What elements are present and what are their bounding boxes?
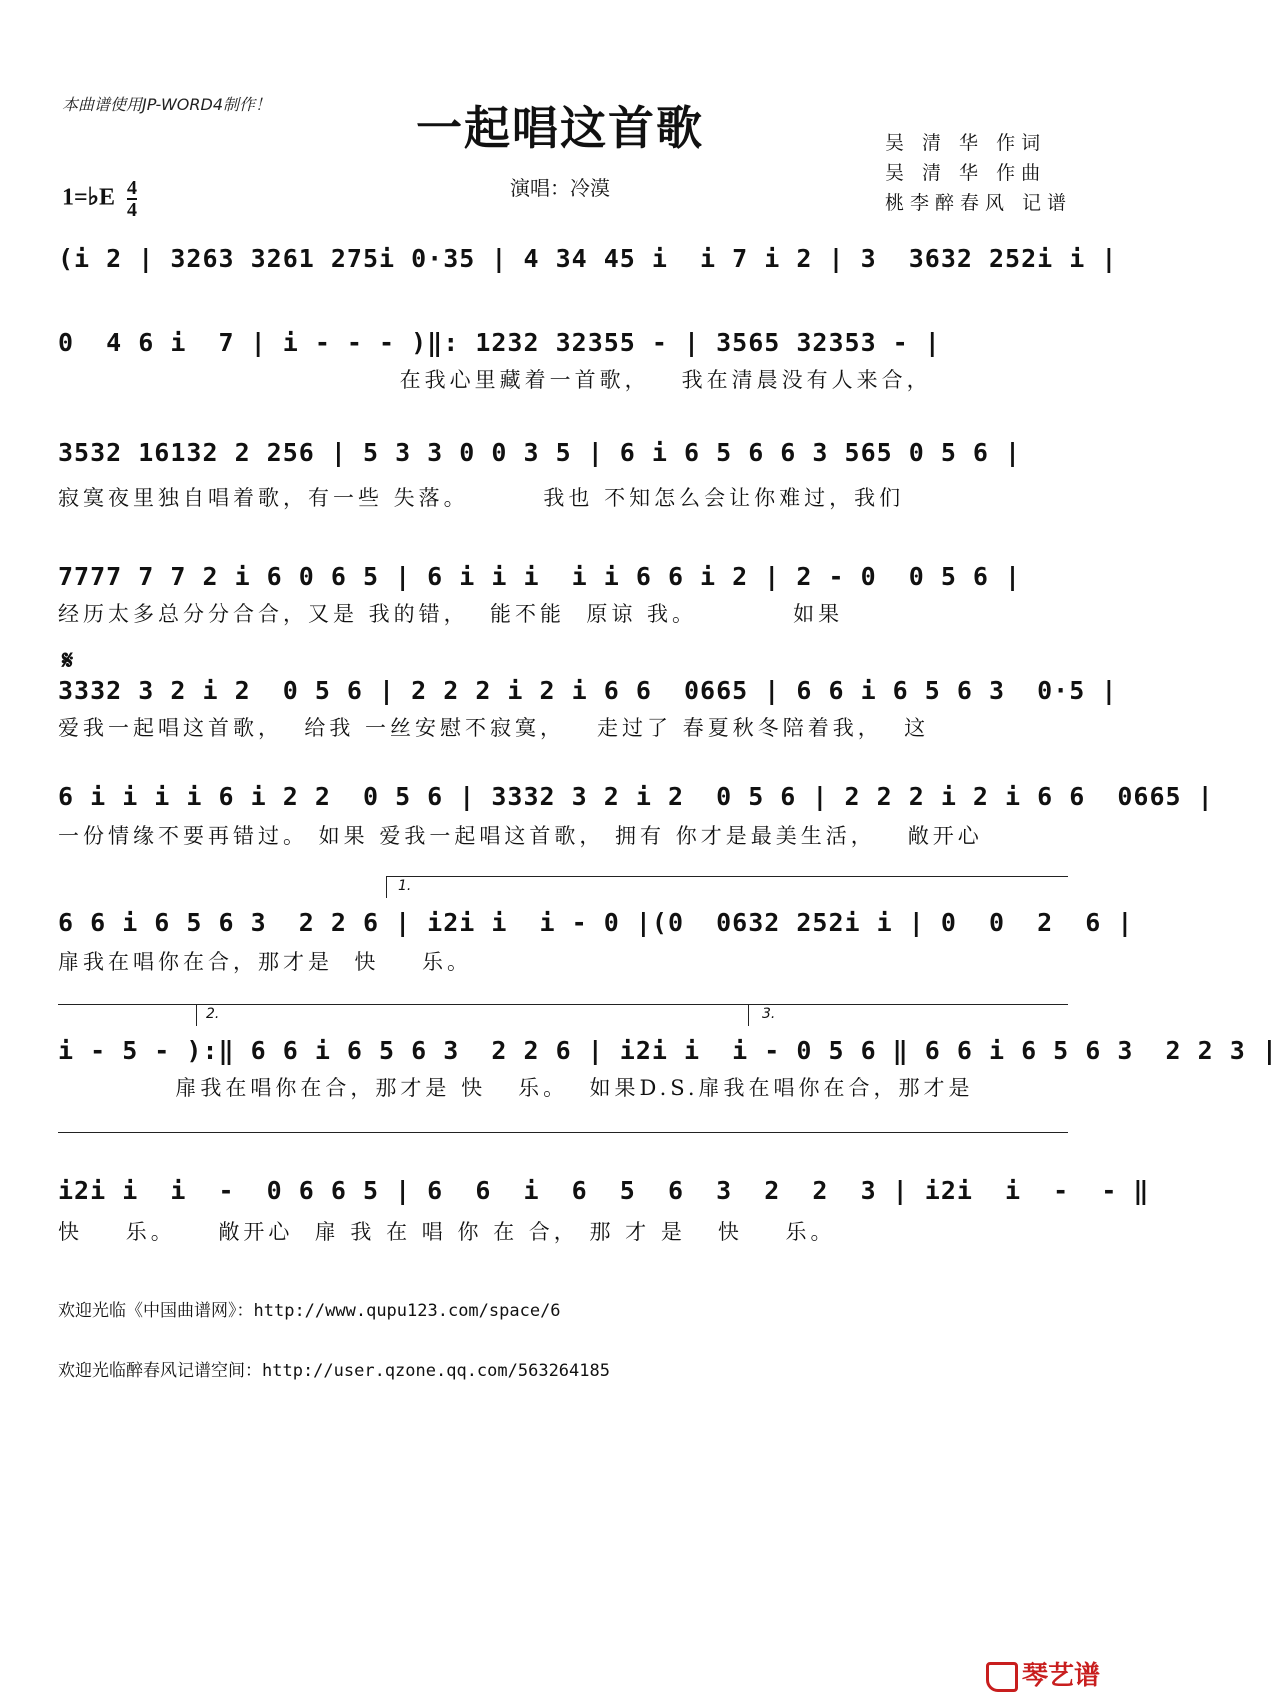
volta-2-label: 2.: [206, 1006, 220, 1022]
notation-row-8: i - 5 - ):‖ 6 6 i 6 5 6 3 2 2 6 | i2i i i - 0 5 6 ‖ 6 6 i 6 5 6 3 2 2 3 |: [58, 1036, 1278, 1065]
logo-icon: [986, 1662, 1018, 1692]
notation-row-3: 3532 16132 2 256 | 5 3 3 0 0 3 5 | 6 i 6 5 6 6 3 565 0 5 6 |: [58, 438, 1022, 467]
singer: 演唱：冷漠: [510, 176, 610, 200]
notation-row-6: 6 i i i i 6 i 2 2 0 5 6 | 3332 3 2 i 2 0 5 6 | 2 2 2 i 2 i 6 6 0665 |: [58, 782, 1214, 811]
song-title: 一起唱这首歌: [416, 101, 704, 155]
footer-link-qzone[interactable]: 欢迎光临醉春风记谱空间：http://user.qzone.qq.com/563264185: [58, 1361, 610, 1381]
volta-1-label: 1.: [398, 878, 412, 894]
time-signature-top: 4: [127, 177, 138, 199]
volta-3-label: 3.: [762, 1006, 776, 1022]
key-label: 1=♭E: [62, 184, 116, 211]
notation-row-5: 3332 3 2 i 2 0 5 6 | 2 2 2 i 2 i 6 6 0665 | 6 6 i 6 5 6 3 0·5 |: [58, 676, 1118, 705]
lyrics-row-8: 扉我在唱你在合，那才是 快 乐。 如果D.S.扉我在唱你在合，那才是: [58, 1076, 974, 1100]
final-bracket: [58, 1132, 1068, 1133]
notation-row-2: 0 4 6 i 7 | i - - - )‖: 1232 32355 - | 3565 32353 - |: [58, 328, 941, 357]
software-watermark: 本曲谱使用JP-WORD4制作！: [62, 95, 272, 114]
notation-row-1: (i 2 | 3263 3261 275i 0·35 | 4 34 45 i i 7 i 2 | 3 3632 252i i |: [58, 244, 1118, 273]
logo-text: 琴艺谱: [1021, 1661, 1100, 1691]
site-logo: [986, 1655, 1100, 1692]
notation-row-4: 7777 7 7 2 i 6 0 6 5 | 6 i i i i i 6 6 i 2 | 2 - 0 0 5 6 |: [58, 562, 1022, 591]
time-signature-bottom: 4: [127, 199, 138, 221]
transcriber-credit: 桃李醉春风 记谱: [884, 192, 1072, 214]
lyrics-row-9: 快 乐。 敞开心 扉 我 在 唱 你 在 合， 那 才 是 快 乐。: [58, 1220, 836, 1244]
notation-row-7: 6 6 i 6 5 6 3 2 2 6 | i2i i i - 0 |(0 0632 252i i | 0 0 2 6 |: [58, 908, 1134, 937]
composer-credit: 吴 清 华 作曲: [884, 162, 1047, 184]
lyrics-row-3: 寂寞夜里独自唱着歌，有一些 失落。 我也 不知怎么会让你难过，我们: [58, 486, 905, 510]
footer-link-qupu[interactable]: 欢迎光临《中国曲谱网》：http://www.qupu123.com/space/6: [58, 1301, 561, 1321]
volta-3-bracket: [748, 1004, 1068, 1005]
lyrics-row-5: 爱我一起唱这首歌， 给我 一丝安慰不寂寞， 走过了 春夏秋冬陪着我， 这: [58, 716, 930, 740]
volta-1-tick: [386, 876, 387, 898]
lyrics-row-2: 在我心里藏着一首歌， 我在清晨没有人来合，: [58, 368, 932, 392]
lyrics-row-7: 扉我在唱你在合，那才是 快 乐。: [58, 950, 473, 974]
volta-2-bracket: [58, 1004, 748, 1005]
lyrics-row-4: 经历太多总分分合合，又是 我的错， 能不能 原谅 我。 如果: [58, 602, 844, 626]
lyricist-credit: 吴 清 华 作词: [884, 132, 1047, 154]
volta-1-bracket: [386, 876, 1068, 877]
lyrics-row-6: 一份情缘不要再错过。 如果 爱我一起唱这首歌， 拥有 你才是最美生活， 敞开心: [58, 824, 983, 848]
segno-icon: 𝄋: [62, 646, 74, 676]
notation-row-9: i2i i i - 0 6 6 5 | 6 6 i 6 5 6 3 2 2 3 | i2i i - - ‖: [58, 1176, 1150, 1205]
volta-2-tick: [196, 1004, 197, 1026]
volta-3-tick: [748, 1004, 749, 1026]
